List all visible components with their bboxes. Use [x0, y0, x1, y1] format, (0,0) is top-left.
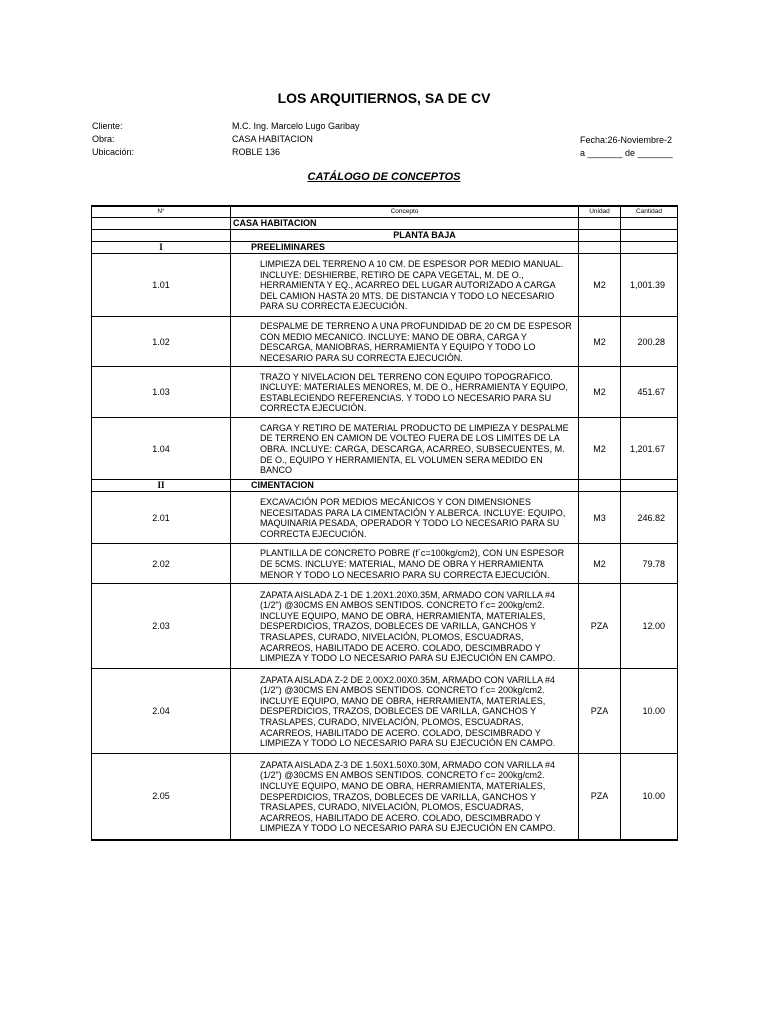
- item-number: 1.02: [92, 317, 231, 367]
- header-unit: Unidad: [579, 206, 621, 218]
- work-label: Obra:: [92, 134, 115, 144]
- group-number: I: [92, 242, 231, 254]
- floor-row: [92, 230, 678, 242]
- item-quantity: 10.00: [621, 669, 678, 754]
- table-row: [92, 367, 678, 418]
- item-number: 1.04: [92, 418, 231, 480]
- item-description: PLANTILLA DE CONCRETO POBRE (f´c=100kg/cm2), CON UN ESPESOR DE 5CMS. INCLUYE: MATERIAL, MANO DE OBRA Y HERRAMIENTA MENOR Y TODO LO NECESARIO PARA SU CORRECTA EJECUCIÓN.: [231, 544, 579, 584]
- item-quantity: 79.78: [621, 544, 678, 584]
- item-unit: PZA: [579, 584, 621, 669]
- header-number: N°: [92, 206, 231, 218]
- header-concept: Concepto: [231, 206, 579, 218]
- item-quantity: 1,001.39: [621, 254, 678, 317]
- item-quantity: 246.82: [621, 492, 678, 544]
- item-quantity: 10.00: [621, 754, 678, 840]
- item-unit: PZA: [579, 754, 621, 840]
- location-value: ROBLE 136: [232, 147, 281, 157]
- client-value: M.C. Ing. Marcelo Lugo Garibay: [232, 121, 360, 131]
- section-row: [92, 218, 678, 230]
- item-description: CARGA Y RETIRO DE MATERIAL PRODUCTO DE LIMPIEZA Y DESPALME DE TERRENO EN CAMION DE VOLTEO FUERA DE LOS LIMITES DE LA OBRA. INCLUYE: CARGA, DESCARGA, ACARREO, SUBSECUENTES, M. DE O., EQUIPO Y HERRAMIENTA, EL VOLUMEN SERA MEDIDO EN BANCO: [231, 418, 579, 480]
- table-row: [92, 418, 678, 480]
- item-unit: M2: [579, 544, 621, 584]
- table-header-row: [92, 206, 678, 218]
- date-value: Fecha:26-Noviembre-2: [580, 135, 673, 145]
- table-row: [92, 584, 678, 669]
- item-unit: M3: [579, 492, 621, 544]
- item-quantity: 451.67: [621, 367, 678, 418]
- group-row: [92, 242, 678, 254]
- item-quantity: 1,201.67: [621, 418, 678, 480]
- item-unit: M2: [579, 418, 621, 480]
- item-unit: M2: [579, 317, 621, 367]
- item-number: 1.03: [92, 367, 231, 418]
- table-row: [92, 754, 678, 840]
- floor-title: PLANTA BAJA: [231, 230, 579, 242]
- table-row: [92, 669, 678, 754]
- info-labels: [92, 120, 134, 159]
- item-description: ZAPATA AISLADA Z-2 DE 2.00X2.00X0.35M, ARMADO CON VARILLA #4 (1/2") @30CMS EN AMBOS SENTIDOS. CONCRETO f´c= 200kg/cm2. INCLUYE EQUIPO, MANO DE OBRA, HERRAMIENTA, MATERIALES, DESPERDICIOS, TRAZOS, DOBLECES DE VARILLA, GANCHOS Y TRASLAPES, CURADO, NIVELACIÓN, PLOMOS, ESCUADRAS, ACARREOS, HABILITADO DE ACERO. COLADO, DESCIMBRADO Y LIMPIEZA Y TODO LO NECESARIO PARA SU EJECUCIÓN EN CAMPO.: [231, 669, 579, 754]
- location-label: Ubicación:: [92, 147, 135, 157]
- header-quantity: Cantidad: [621, 206, 678, 218]
- item-number: 2.04: [92, 669, 231, 754]
- work-value: CASA HABITACION: [232, 134, 313, 144]
- table-row: [92, 492, 678, 544]
- catalog-title: CATÁLOGO DE CONCEPTOS: [307, 171, 461, 183]
- item-number: 2.01: [92, 492, 231, 544]
- info-values: [232, 120, 360, 159]
- group-number: II: [92, 480, 231, 492]
- item-description: ZAPATA AISLADA Z-3 DE 1.50X1.50X0.30M, ARMADO CON VARILLA #4 (1/2") @30CMS EN AMBOS SENTIDOS. CONCRETO f´c= 200kg/cm2. INCLUYE EQUIPO, MANO DE OBRA, HERRAMIENTA, MATERIALES, DESPERDICIOS, TRAZOS, DOBLECES DE VARILLA, GANCHOS Y TRASLAPES, CURADO, NIVELACIÓN, PLOMOS, ESCUADRAS, ACARREOS, HABILITADO DE ACERO. COLADO, DESCIMBRADO Y LIMPIEZA Y TODO LO NECESARIO PARA SU EJECUCIÓN EN CAMPO.: [231, 754, 579, 840]
- group-name: PREELIMINARES: [231, 242, 579, 254]
- concepts-table: [91, 205, 678, 841]
- date-block: [580, 134, 673, 160]
- table-row: [92, 544, 678, 584]
- item-unit: PZA: [579, 669, 621, 754]
- item-number: 2.05: [92, 754, 231, 840]
- item-quantity: 200.28: [621, 317, 678, 367]
- section-title: CASA HABITACION: [231, 218, 579, 230]
- item-number: 2.02: [92, 544, 231, 584]
- table-row: [92, 317, 678, 367]
- item-description: DESPALME DE TERRENO A UNA PROFUNDIDAD DE 20 CM DE ESPESOR CON MEDIO MECANICO. INCLUYE: MANO DE OBRA, CARGA Y DESCARGA, MANIOBRAS, HERRAMIENTA Y EQUIPO Y TODO LO NECESARIO PARA SU CORRECTA EJECUCIÓN.: [231, 317, 579, 367]
- item-description: LIMPIEZA DEL TERRENO A 10 CM. DE ESPESOR POR MEDIO MANUAL. INCLUYE: DESHIERBE, RETIRO DE CAPA VEGETAL, M. DE O., HERRAMIENTA Y EQ., ACARREO DEL LUGAR AUTORIZADO A CARGA DEL CAMION HASTA 20 MTS. DE DISTANCIA Y TODO LO NECESARIO PARA SU CORRECTA EJECUCIÓN.: [231, 254, 579, 317]
- item-number: 2.03: [92, 584, 231, 669]
- item-description: EXCAVACIÓN POR MEDIOS MECÁNICOS Y CON DIMENSIONES NECESITADAS PARA LA CIMENTACIÓN Y ALBERCA. INCLUYE: EQUIPO, MAQUINARIA PESADA, OPERADOR Y TODO LO NECESARIO PARA SU CORRECTA EJECUCIÓN.: [231, 492, 579, 544]
- item-number: 1.01: [92, 254, 231, 317]
- item-quantity: 12.00: [621, 584, 678, 669]
- item-description: TRAZO Y NIVELACION DEL TERRENO CON EQUIPO TOPOGRAFICO. INCLUYE: MATERIALES MENORES, M. DE O., HERRAMIENTA Y EQUIPO, ESTABLECIENDO REFERENCIAS. Y TODO LO NECESARIO PARA SU CORRECTA EJECUCIÓN.: [231, 367, 579, 418]
- item-description: ZAPATA AISLADA Z-1 DE 1.20X1.20X0.35M, ARMADO CON VARILLA #4 (1/2") @30CMS EN AMBOS SENTIDOS. CONCRETO f´c= 200kg/cm2. INCLUYE EQUIPO, MANO DE OBRA, HERRAMIENTA, MATERIALES, DESPERDICIOS, TRAZOS, DOBLECES DE VARILLA, GANCHOS Y TRASLAPES, CURADO, NIVELACIÓN, PLOMOS, ESCUADRAS, ACARREOS, HABILITADO DE ACERO. COLADO, DESCIMBRADO Y LIMPIEZA Y TODO LO NECESARIO PARA SU EJECUCIÓN EN CAMPO.: [231, 584, 579, 669]
- client-label: Cliente:: [92, 121, 123, 131]
- item-unit: M2: [579, 367, 621, 418]
- date-line: a _______ de _______: [580, 148, 673, 158]
- item-unit: M2: [579, 254, 621, 317]
- company-title: LOS ARQUITIERNOS, SA DE CV: [277, 90, 491, 106]
- group-row: [92, 480, 678, 492]
- group-name: CIMENTACION: [231, 480, 579, 492]
- table-row: [92, 254, 678, 317]
